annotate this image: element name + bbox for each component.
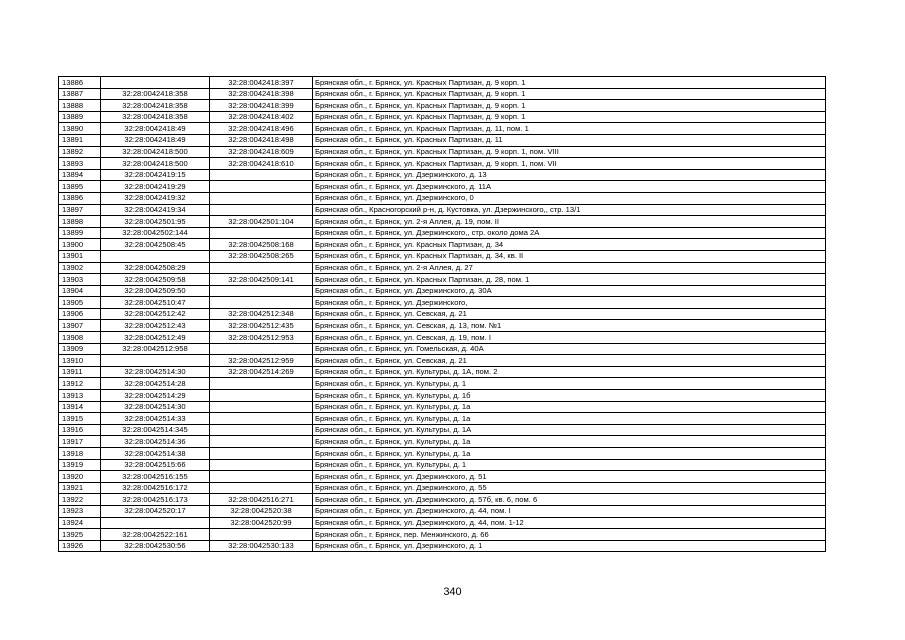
address-cell: Брянская обл., г. Брянск, ул. Дзержинского, д. 13 xyxy=(313,169,826,181)
address-cell: Брянская обл., г. Брянск, пер. Менжинского, д. 66 xyxy=(313,529,826,541)
parent-cadastral-number-cell: 32:28:0042502:144 xyxy=(101,227,210,239)
address-cell: Брянская обл., г. Брянск, ул. Севская, д. 13, пом. №1 xyxy=(313,320,826,332)
table-row xyxy=(59,343,826,355)
cadastral-number-cell: 32:28:0042418:609 xyxy=(210,146,313,158)
table-row xyxy=(59,482,826,494)
parent-cadastral-number-cell: 32:28:0042419:15 xyxy=(101,169,210,181)
table-row xyxy=(59,529,826,541)
row-number-cell: 13903 xyxy=(59,274,101,286)
table-row xyxy=(59,424,826,436)
cadastral-number-cell: 32:28:0042418:397 xyxy=(210,77,313,89)
row-number-cell: 13888 xyxy=(59,100,101,112)
address-cell: Брянская обл., г. Брянск, ул. Культуры, д. 1б xyxy=(313,390,826,402)
parent-cadastral-number-cell: 32:28:0042510:47 xyxy=(101,297,210,309)
cadastral-number-cell: 32:28:0042512:435 xyxy=(210,320,313,332)
cadastral-number-cell xyxy=(210,285,313,297)
table-row xyxy=(59,471,826,483)
parent-cadastral-number-cell: 32:28:0042509:58 xyxy=(101,274,210,286)
cadastral-number-cell: 32:28:0042530:133 xyxy=(210,540,313,552)
parent-cadastral-number-cell: 32:28:0042418:500 xyxy=(101,146,210,158)
table-row xyxy=(59,308,826,320)
table-row xyxy=(59,262,826,274)
cadastral-number-cell xyxy=(210,436,313,448)
parent-cadastral-number-cell: 32:28:0042514:30 xyxy=(101,401,210,413)
cadastral-number-cell xyxy=(210,424,313,436)
cadastral-number-cell: 32:28:0042512:959 xyxy=(210,355,313,367)
address-cell: Брянская обл., г. Брянск, ул. Красных Партизан, д. 11, пом. 1 xyxy=(313,123,826,135)
parent-cadastral-number-cell: 32:28:0042530:56 xyxy=(101,540,210,552)
row-number-cell: 13893 xyxy=(59,158,101,170)
parent-cadastral-number-cell: 32:28:0042512:49 xyxy=(101,332,210,344)
address-cell: Брянская обл., г. Брянск, ул. Дзержинского, д. 55 xyxy=(313,482,826,494)
cadastral-number-cell xyxy=(210,343,313,355)
cadastral-number-cell: 32:28:0042418:610 xyxy=(210,158,313,170)
row-number-cell: 13913 xyxy=(59,390,101,402)
cadastral-number-cell: 32:28:0042508:168 xyxy=(210,239,313,251)
table-row xyxy=(59,204,826,216)
row-number-cell: 13916 xyxy=(59,424,101,436)
parent-cadastral-number-cell: 32:28:0042509:50 xyxy=(101,285,210,297)
parent-cadastral-number-cell: 32:28:0042514:28 xyxy=(101,378,210,390)
cadastral-number-cell: 32:28:0042509:141 xyxy=(210,274,313,286)
cadastral-number-cell: 32:28:0042516:271 xyxy=(210,494,313,506)
table-row xyxy=(59,77,826,89)
cadastral-number-cell: 32:28:0042520:38 xyxy=(210,505,313,517)
row-number-cell: 13918 xyxy=(59,448,101,460)
parent-cadastral-number-cell: 32:28:0042516:172 xyxy=(101,482,210,494)
row-number-cell: 13887 xyxy=(59,88,101,100)
table-row xyxy=(59,134,826,146)
row-number-cell: 13924 xyxy=(59,517,101,529)
table-row xyxy=(59,494,826,506)
parent-cadastral-number-cell: 32:28:0042508:29 xyxy=(101,262,210,274)
row-number-cell: 13899 xyxy=(59,227,101,239)
parent-cadastral-number-cell: 32:28:0042418:500 xyxy=(101,158,210,170)
parent-cadastral-number-cell: 32:28:0042418:358 xyxy=(101,100,210,112)
row-number-cell: 13900 xyxy=(59,239,101,251)
address-cell: Брянская обл., г. Брянск, ул. Севская, д. 21 xyxy=(313,308,826,320)
table-row xyxy=(59,285,826,297)
parent-cadastral-number-cell: 32:28:0042516:155 xyxy=(101,471,210,483)
address-cell: Брянская обл., г. Брянск, ул. Красных Партизан, д. 9 корп. 1 xyxy=(313,88,826,100)
row-number-cell: 13898 xyxy=(59,216,101,228)
parent-cadastral-number-cell: 32:28:0042501:95 xyxy=(101,216,210,228)
row-number-cell: 13914 xyxy=(59,401,101,413)
parent-cadastral-number-cell: 32:28:0042520:17 xyxy=(101,505,210,517)
parent-cadastral-number-cell xyxy=(101,517,210,529)
address-cell: Брянская обл., г. Брянск, ул. Культуры, д. 1А, пом. 2 xyxy=(313,366,826,378)
cadastral-number-cell: 32:28:0042512:953 xyxy=(210,332,313,344)
table-row xyxy=(59,517,826,529)
table-row xyxy=(59,158,826,170)
cadastral-number-cell xyxy=(210,192,313,204)
cadastral-number-cell xyxy=(210,413,313,425)
parent-cadastral-number-cell: 32:28:0042514:38 xyxy=(101,448,210,460)
table-row xyxy=(59,297,826,309)
table-row xyxy=(59,401,826,413)
address-cell: Брянская обл., г. Брянск, ул. Дзержинского, д. 44, пом. 1-12 xyxy=(313,517,826,529)
table-row xyxy=(59,123,826,135)
table-row xyxy=(59,111,826,123)
address-cell: Брянская обл., г. Брянск, ул. Севская, д. 21 xyxy=(313,355,826,367)
cadastral-number-cell: 32:28:0042508:265 xyxy=(210,250,313,262)
table-row xyxy=(59,413,826,425)
cadastral-number-cell: 32:28:0042514:269 xyxy=(210,366,313,378)
cadastral-number-cell: 32:28:0042501:104 xyxy=(210,216,313,228)
row-number-cell: 13895 xyxy=(59,181,101,193)
address-cell: Брянская обл., г. Брянск, ул. Красных Партизан, д. 9 корп. 1 xyxy=(313,111,826,123)
row-number-cell: 13912 xyxy=(59,378,101,390)
table-row xyxy=(59,540,826,552)
address-cell: Брянская обл., г. Брянск, ул. Красных Партизан, д. 9 корп. 1, пом. VIII xyxy=(313,146,826,158)
address-cell: Брянская обл., г. Брянск, ул. Дзержинского,, стр. около дома 2А xyxy=(313,227,826,239)
row-number-cell: 13915 xyxy=(59,413,101,425)
table-row xyxy=(59,378,826,390)
address-cell: Брянская обл., г. Брянск, ул. 2-я Аллея, д. 19, пом. II xyxy=(313,216,826,228)
cadastral-number-cell: 32:28:0042520:99 xyxy=(210,517,313,529)
row-number-cell: 13886 xyxy=(59,77,101,89)
address-cell: Брянская обл., г. Брянск, ул. Культуры, д. 1А xyxy=(313,424,826,436)
address-cell: Брянская обл., г. Брянск, ул. Красных Партизан, д. 28, пом. 1 xyxy=(313,274,826,286)
table-row xyxy=(59,332,826,344)
row-number-cell: 13926 xyxy=(59,540,101,552)
parent-cadastral-number-cell: 32:28:0042514:33 xyxy=(101,413,210,425)
table-row xyxy=(59,390,826,402)
parent-cadastral-number-cell: 32:28:0042512:958 xyxy=(101,343,210,355)
row-number-cell: 13901 xyxy=(59,250,101,262)
cadastral-number-cell xyxy=(210,401,313,413)
cadastral-number-cell xyxy=(210,390,313,402)
parent-cadastral-number-cell: 32:28:0042419:29 xyxy=(101,181,210,193)
cadastral-number-cell xyxy=(210,378,313,390)
table-row xyxy=(59,320,826,332)
table-row xyxy=(59,459,826,471)
address-cell: Брянская обл., г. Брянск, ул. Красных Партизан, д. 9 корп. 1, пом. VII xyxy=(313,158,826,170)
parent-cadastral-number-cell: 32:28:0042418:49 xyxy=(101,134,210,146)
row-number-cell: 13897 xyxy=(59,204,101,216)
address-cell: Брянская обл., г. Брянск, ул. Дзержинского, д. 1 xyxy=(313,540,826,552)
table-row xyxy=(59,366,826,378)
table-row xyxy=(59,239,826,251)
parent-cadastral-number-cell: 32:28:0042418:358 xyxy=(101,88,210,100)
table-row xyxy=(59,169,826,181)
table-row xyxy=(59,216,826,228)
row-number-cell: 13890 xyxy=(59,123,101,135)
page-number: 340 xyxy=(443,586,462,598)
address-cell: Брянская обл., г. Брянск, ул. Красных Партизан, д. 34 xyxy=(313,239,826,251)
registry-table-body xyxy=(59,77,826,552)
cadastral-number-cell: 32:28:0042418:402 xyxy=(210,111,313,123)
parent-cadastral-number-cell xyxy=(101,77,210,89)
table-row xyxy=(59,436,826,448)
address-cell: Брянская обл., г. Брянск, ул. Красных Партизан, д. 9 корп. 1 xyxy=(313,77,826,89)
cadastral-number-cell xyxy=(210,448,313,460)
row-number-cell: 13907 xyxy=(59,320,101,332)
address-cell: Брянская обл., г. Брянск, ул. Культуры, д. 1а xyxy=(313,448,826,460)
address-cell: Брянская обл., г. Брянск, ул. Дзержинского, д. 44, пом. I xyxy=(313,505,826,517)
parent-cadastral-number-cell: 32:28:0042419:34 xyxy=(101,204,210,216)
table-row xyxy=(59,227,826,239)
row-number-cell: 13891 xyxy=(59,134,101,146)
row-number-cell: 13922 xyxy=(59,494,101,506)
row-number-cell: 13917 xyxy=(59,436,101,448)
parent-cadastral-number-cell xyxy=(101,355,210,367)
table-row xyxy=(59,88,826,100)
parent-cadastral-number-cell: 32:28:0042516:173 xyxy=(101,494,210,506)
cadastral-number-cell xyxy=(210,529,313,541)
parent-cadastral-number-cell xyxy=(101,250,210,262)
cadastral-number-cell: 32:28:0042418:496 xyxy=(210,123,313,135)
cadastral-number-cell xyxy=(210,204,313,216)
parent-cadastral-number-cell: 32:28:0042418:358 xyxy=(101,111,210,123)
address-cell: Брянская обл., Красногорский р-н, д. Кустовка, ул. Дзержинского,, стр. 13/1 xyxy=(313,204,826,216)
row-number-cell: 13921 xyxy=(59,482,101,494)
cadastral-number-cell xyxy=(210,227,313,239)
row-number-cell: 13908 xyxy=(59,332,101,344)
cadastral-number-cell xyxy=(210,262,313,274)
address-cell: Брянская обл., г. Брянск, ул. Дзержинского, 0 xyxy=(313,192,826,204)
row-number-cell: 13925 xyxy=(59,529,101,541)
address-cell: Брянская обл., г. Брянск, ул. Культуры, д. 1 xyxy=(313,459,826,471)
registry-table xyxy=(58,76,826,552)
row-number-cell: 13896 xyxy=(59,192,101,204)
address-cell: Брянская обл., г. Брянск, ул. Дзержинского, xyxy=(313,297,826,309)
row-number-cell: 13919 xyxy=(59,459,101,471)
row-number-cell: 13894 xyxy=(59,169,101,181)
address-cell: Брянская обл., г. Брянск, ул. Культуры, д. 1а xyxy=(313,436,826,448)
address-cell: Брянская обл., г. Брянск, ул. 2-я Аллея, д. 27 xyxy=(313,262,826,274)
address-cell: Брянская обл., г. Брянск, ул. Красных Партизан, д. 11 xyxy=(313,134,826,146)
parent-cadastral-number-cell: 32:28:0042514:29 xyxy=(101,390,210,402)
cadastral-number-cell: 32:28:0042418:498 xyxy=(210,134,313,146)
address-cell: Брянская обл., г. Брянск, ул. Культуры, д. 1а xyxy=(313,401,826,413)
cadastral-number-cell xyxy=(210,459,313,471)
row-number-cell: 13905 xyxy=(59,297,101,309)
address-cell: Брянская обл., г. Брянск, ул. Дзержинского, д. 51 xyxy=(313,471,826,483)
cadastral-number-cell xyxy=(210,181,313,193)
row-number-cell: 13923 xyxy=(59,505,101,517)
cadastral-number-cell xyxy=(210,471,313,483)
row-number-cell: 13911 xyxy=(59,366,101,378)
cadastral-number-cell xyxy=(210,297,313,309)
parent-cadastral-number-cell: 32:28:0042419:32 xyxy=(101,192,210,204)
address-cell: Брянская обл., г. Брянск, ул. Дзержинского, д. 30А xyxy=(313,285,826,297)
parent-cadastral-number-cell: 32:28:0042512:42 xyxy=(101,308,210,320)
address-cell: Брянская обл., г. Брянск, ул. Культуры, д. 1а xyxy=(313,413,826,425)
address-cell: Брянская обл., г. Брянск, ул. Дзержинского, д. 11А xyxy=(313,181,826,193)
table-row xyxy=(59,181,826,193)
table-row xyxy=(59,448,826,460)
table-row xyxy=(59,355,826,367)
cadastral-number-cell: 32:28:0042418:398 xyxy=(210,88,313,100)
parent-cadastral-number-cell: 32:28:0042514:30 xyxy=(101,366,210,378)
parent-cadastral-number-cell: 32:28:0042512:43 xyxy=(101,320,210,332)
address-cell: Брянская обл., г. Брянск, ул. Красных Партизан, д. 34, кв. II xyxy=(313,250,826,262)
row-number-cell: 13904 xyxy=(59,285,101,297)
address-cell: Брянская обл., г. Брянск, ул. Севская, д. 19, пом. I xyxy=(313,332,826,344)
row-number-cell: 13892 xyxy=(59,146,101,158)
address-cell: Брянская обл., г. Брянск, ул. Красных Партизан, д. 9 корп. 1 xyxy=(313,100,826,112)
row-number-cell: 13909 xyxy=(59,343,101,355)
row-number-cell: 13906 xyxy=(59,308,101,320)
table-row xyxy=(59,274,826,286)
row-number-cell: 13920 xyxy=(59,471,101,483)
cadastral-number-cell: 32:28:0042512:348 xyxy=(210,308,313,320)
row-number-cell: 13902 xyxy=(59,262,101,274)
parent-cadastral-number-cell: 32:28:0042508:45 xyxy=(101,239,210,251)
address-cell: Брянская обл., г. Брянск, ул. Гомельская, д. 40А xyxy=(313,343,826,355)
address-cell: Брянская обл., г. Брянск, ул. Дзержинского, д. 57б, кв. 6, пом. 6 xyxy=(313,494,826,506)
parent-cadastral-number-cell: 32:28:0042514:36 xyxy=(101,436,210,448)
parent-cadastral-number-cell: 32:28:0042514:345 xyxy=(101,424,210,436)
address-cell: Брянская обл., г. Брянск, ул. Культуры, д. 1 xyxy=(313,378,826,390)
parent-cadastral-number-cell: 32:28:0042522:161 xyxy=(101,529,210,541)
table-row xyxy=(59,192,826,204)
table-row xyxy=(59,505,826,517)
cadastral-number-cell xyxy=(210,169,313,181)
row-number-cell: 13910 xyxy=(59,355,101,367)
cadastral-number-cell xyxy=(210,482,313,494)
table-row xyxy=(59,146,826,158)
parent-cadastral-number-cell: 32:28:0042418:49 xyxy=(101,123,210,135)
parent-cadastral-number-cell: 32:28:0042515:66 xyxy=(101,459,210,471)
table-row xyxy=(59,100,826,112)
table-row xyxy=(59,250,826,262)
cadastral-number-cell: 32:28:0042418:399 xyxy=(210,100,313,112)
row-number-cell: 13889 xyxy=(59,111,101,123)
